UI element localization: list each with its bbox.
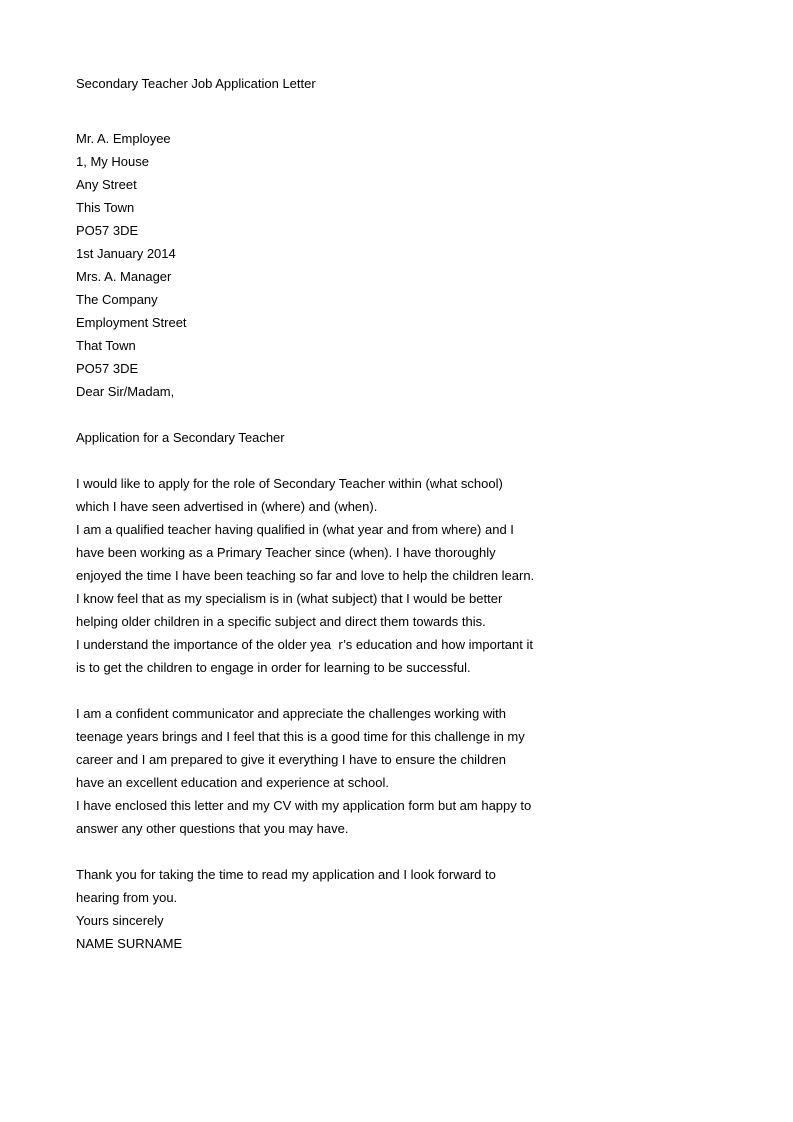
letter-date: 1st January 2014 bbox=[76, 246, 176, 261]
paragraph-line: answer any other questions that you may have. bbox=[76, 821, 349, 836]
recipient-address bbox=[76, 265, 756, 380]
closing: Yours sincerely bbox=[76, 913, 164, 928]
spacer bbox=[76, 840, 756, 863]
recipient-line: PO57 3DE bbox=[76, 361, 139, 376]
paragraph-line: have an excellent education and experience at school. bbox=[76, 775, 389, 790]
recipient-line: The Company bbox=[76, 292, 158, 307]
sender-line: 1, My House bbox=[76, 154, 149, 169]
recipient-line: Employment Street bbox=[76, 315, 187, 330]
sender-line: This Town bbox=[76, 200, 135, 215]
paragraph-line: I would like to apply for the role of Secondary Teacher within (what school) bbox=[76, 476, 503, 491]
paragraph-line: I understand the importance of the older yea r’s education and how important it bbox=[76, 637, 533, 652]
salutation: Dear Sir/Madam, bbox=[76, 384, 175, 399]
spacer bbox=[76, 679, 756, 702]
paragraph-line: which I have seen advertised in (where) and (when). bbox=[76, 499, 378, 514]
body-paragraph-3 bbox=[76, 863, 756, 909]
body-paragraph-1 bbox=[76, 472, 756, 679]
spacer bbox=[76, 95, 756, 127]
paragraph-line: have been working as a Primary Teacher since (when). I have thoroughly bbox=[76, 545, 496, 560]
paragraph-line: enjoyed the time I have been teaching so far and love to help the children learn. bbox=[76, 568, 535, 583]
paragraph-line: I know feel that as my specialism is in (what subject) that I would be better bbox=[76, 591, 503, 606]
paragraph-line: teenage years brings and I feel that this is a good time for this challenge in my bbox=[76, 729, 525, 744]
sender-line: Any Street bbox=[76, 177, 137, 192]
spacer bbox=[76, 449, 756, 472]
spacer bbox=[76, 403, 756, 426]
signature-name: NAME SURNAME bbox=[76, 936, 183, 951]
sender-line: Mr. A. Employee bbox=[76, 131, 171, 146]
paragraph-line: I have enclosed this letter and my CV with my application form but am happy to bbox=[76, 798, 532, 813]
recipient-line: Mrs. A. Manager bbox=[76, 269, 172, 284]
paragraph-line: hearing from you. bbox=[76, 890, 178, 905]
paragraph-line: career and I am prepared to give it everything I have to ensure the children bbox=[76, 752, 506, 767]
paragraph-line: is to get the children to engage in order for learning to be successful. bbox=[76, 660, 471, 675]
letter-subject: Application for a Secondary Teacher bbox=[76, 430, 285, 445]
recipient-line: That Town bbox=[76, 338, 136, 353]
paragraph-line: I am a qualified teacher having qualified in (what year and from where) and I bbox=[76, 522, 514, 537]
sender-line: PO57 3DE bbox=[76, 223, 139, 238]
letter-title: Secondary Teacher Job Application Letter bbox=[76, 76, 316, 91]
paragraph-line: I am a confident communicator and appreciate the challenges working with bbox=[76, 706, 506, 721]
body-paragraph-2 bbox=[76, 702, 756, 840]
paragraph-line: helping older children in a specific subject and direct them towards this. bbox=[76, 614, 486, 629]
letter-page bbox=[76, 72, 756, 955]
sender-address bbox=[76, 127, 756, 242]
paragraph-line: Thank you for taking the time to read my application and I look forward to bbox=[76, 867, 496, 882]
